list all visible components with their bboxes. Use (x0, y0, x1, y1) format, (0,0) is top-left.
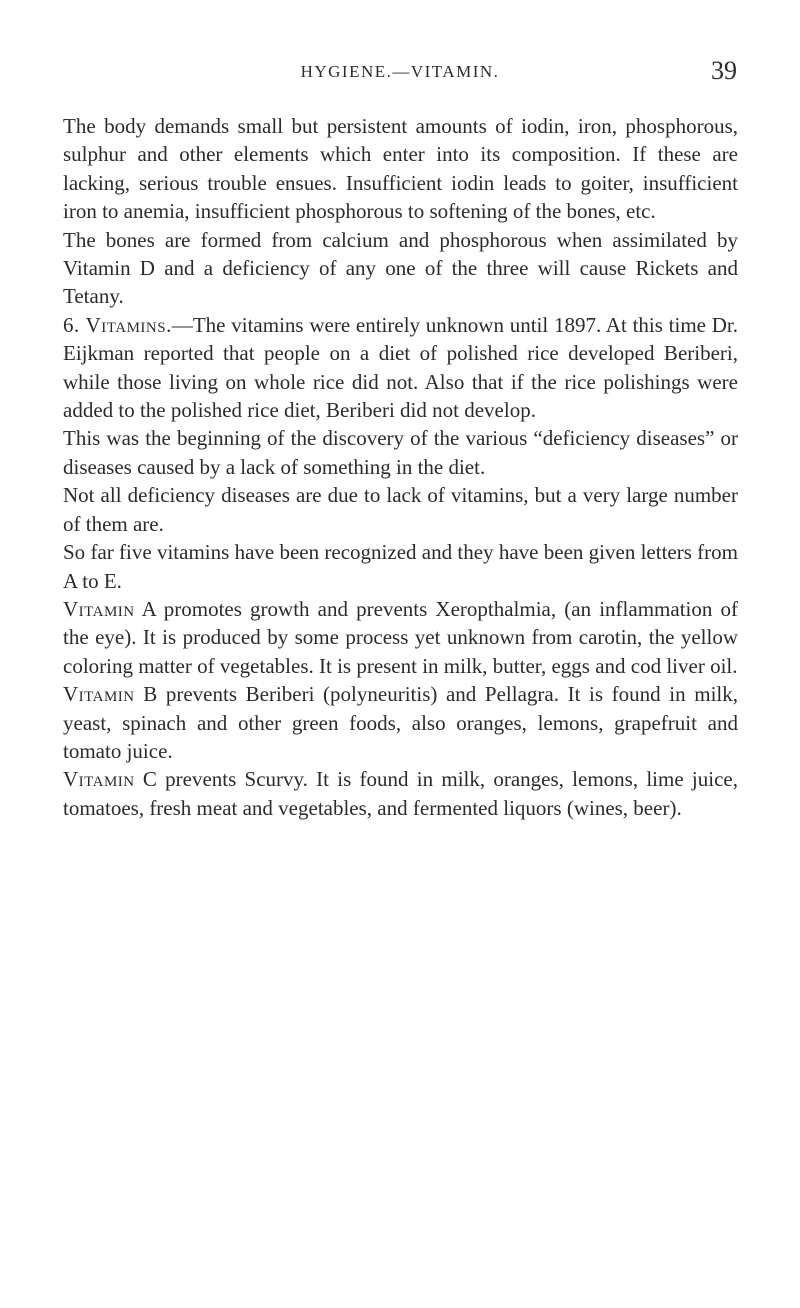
vitamin-label: Vitamin (63, 767, 135, 792)
section-heading: 6. Vitamins. (63, 312, 172, 337)
running-head (0, 56, 800, 96)
paragraph-bones (63, 226, 738, 311)
paragraph-five-vitamins (63, 538, 738, 595)
paragraph-vitamin-a (63, 595, 738, 680)
vitamin-label: Vitamin (63, 596, 135, 621)
paragraph-vitamin-b (63, 680, 738, 765)
page-number: 39 (711, 56, 737, 85)
paragraph-minerals (63, 112, 738, 226)
paragraph-vitamin-c (63, 765, 738, 822)
paragraph-text: B prevents Beriberi (polyneuritis) and Pellagra. It is found in milk, yeast, spinach and other green foods, also oranges, lemons, grapefruit and tomato juice. (63, 682, 738, 763)
paragraph-text: A promotes growth and prevents Xeropthalmia, (an inflammation of the eye). It is produced by some process yet unknown from carotin, the yellow coloring matter of vegetables. It is present in milk, butter, eggs and cod liver oil. (63, 596, 738, 678)
paragraph-deficiency (63, 481, 738, 538)
paragraph-text: —The vitamins were entirely unknown until 1897. At this time Dr. Eijkman reported that people on a diet of polished rice developed Beriberi, while those living on whole rice did not. Also that if the rice polishings were added to the polished rice diet, Beriberi did not develop. (63, 312, 738, 423)
body-text (63, 112, 738, 822)
paragraph-discovery (63, 424, 738, 481)
paragraph-text: C prevents Scurvy. It is found in milk, oranges, lemons, lime juice, tomatoes, fresh meat and vegetables, and fermented liquors (wines, beer). (63, 767, 738, 820)
paragraph-text: Not all deficiency diseases are due to lack of vitamins, but a very large number of them are. (63, 483, 738, 536)
paragraph-text: This was the beginning of the discovery of the various “deficiency diseases” or diseases caused by a lack of something in the diet. (63, 426, 738, 479)
paragraph-text: So far five vitamins have been recognized and they have been given letters from A to E. (63, 540, 738, 593)
vitamin-label: Vitamin (63, 682, 135, 707)
paragraph-text: The bones are formed from calcium and phosphorous when assimilated by Vitamin D and a deficiency of any one of the three will cause Rickets and Tetany. (63, 227, 738, 309)
running-title: HYGIENE.—VITAMIN. (300, 62, 500, 81)
paragraph-text: The body demands small but persistent amounts of iodin, iron, phosphorous, sulphur and other elements which enter into its composition. If these are lacking, serious trouble ensues. Insufficient iodin leads to goiter, insufficient iron to anemia, insufficient phosphorous to softening of the bones, etc. (63, 114, 738, 224)
paragraph-vitamins-section (63, 311, 738, 425)
